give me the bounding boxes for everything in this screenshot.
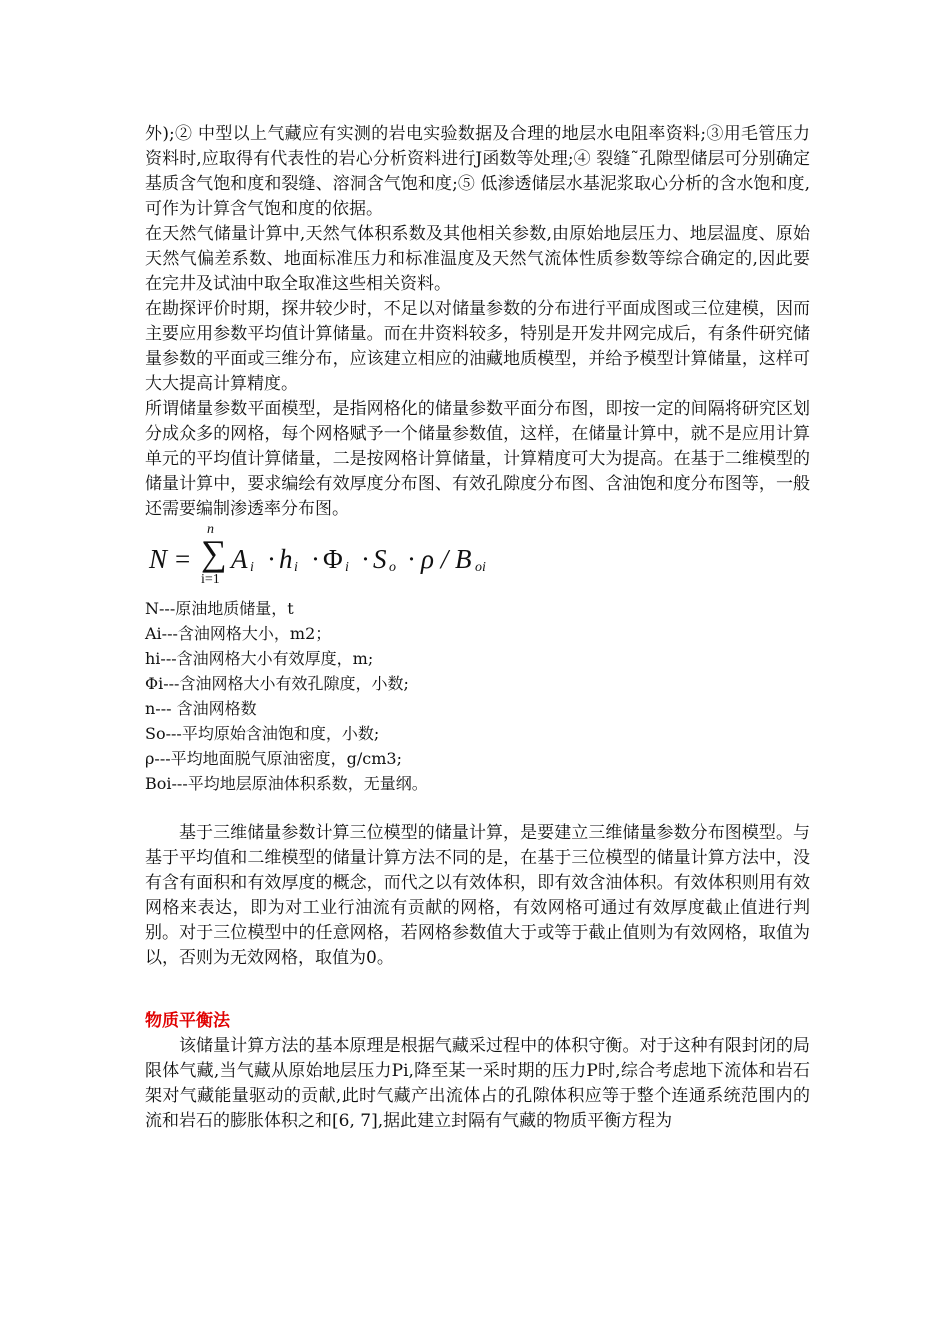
definition-line: Φi---含油网格大小有效孔隙度，小数; <box>145 674 409 693</box>
formula-sigma: ∑ <box>201 533 227 573</box>
paragraph-plane-model: 所谓储量参数平面模型，是指网格化的储量参数平面分布图，即按一定的间隔将研究区划分成众多的网格，每个网格赋予一个储量参数值，这样，在储量计算中，就不是应用计算单元的平均值计算储量，二是按网格计算储量，计算精度可大为提高。在基于二维模型的储量计算中，要求编绘有效厚度分布图、有效孔隙度分布图、含油饱和度分布图等，一般还需要编制渗透率分布图。 <box>145 399 810 519</box>
formula-h: h <box>279 544 293 574</box>
paragraph-gas-parameters: 在天然气储量计算中,天然气体积系数及其他相关参数,由原始地层压力、地层温度、原始天然气偏差系数、地面标准压力和标准温度及天然气流体性质参数等综合确定的,因此要在完井及试油中取全取准这些相关资料。 <box>145 224 810 294</box>
formula-dot-3: · <box>361 544 370 574</box>
reserve-formula <box>145 522 810 592</box>
paragraph-material-balance: 该储量计算方法的基本原理是根据气藏采过程中的体积守衡。对于这种有限封闭的局限体气藏,当气藏从原始地层压力Pi,降至某一采时期的压力P时,综合考虑地下流体和岩石架对气藏能量驱动的贡献,此时气藏产出流体占的孔隙体积应等于整个连通系统范围内的流和岩石的膨胀体积之和[6, 7],据此建立封隔有气藏的物质平衡方程为 <box>145 1036 810 1131</box>
definition-line: hi---含油网格大小有效厚度，m; <box>145 649 374 668</box>
paragraph-3d-model: 基于三维储量参数计算三位模型的储量计算，是要建立三维储量参数分布图模型。与基于平均值和二维模型的储量计算方法不同的是，在基于三位模型的储量计算方法中，没有含有面积和有效厚度的概念，而代之以有效体积，即有效含油体积。有效体积则用有效网格来表达，即为对工业行油流有贡献的网格，有效网格可通过有效厚度截止值进行判别。对于三位模型中的任意网格，若网格参数值大于或等于截止值则为有效网格，取值为以，否则为无效网格，取值为0。 <box>145 823 810 968</box>
definition-line: So---平均原始含油饱和度，小数; <box>145 724 380 743</box>
definition-line: ρ---平均地面脱气原油密度，g/cm3; <box>145 749 402 768</box>
formula-h-sub: i <box>294 560 298 575</box>
formula-b-sub: oi <box>475 560 486 575</box>
formula-dot-4: · <box>407 544 416 574</box>
formula-lower-limit: i=1 <box>201 572 220 587</box>
document-body <box>145 122 810 1134</box>
definition-line: N---原油地质储量，t <box>145 599 294 618</box>
formula-rho-over-b: ρ / B <box>421 544 472 574</box>
formula-phi-sub: i <box>345 560 349 575</box>
paragraph-saturation-notes: 外);② 中型以上气藏应有实测的岩电实验数据及合理的地层水电阻率资料;③用毛管压力资料时,应取得有代表性的岩心分析资料进行J函数等处理;④ 裂缝˜孔隙型储层可分别确定基质含气饱和度和裂缝、溶洞含气饱和度;⑤ 低渗透储层水基泥浆取心分析的含水饱和度,可作为计算含气饱和度的依据。 <box>145 124 810 219</box>
formula-phi: Φ <box>323 544 343 574</box>
paragraph-exploration-stage: 在勘探评价时期，探井较少时，不足以对储量参数的分布进行平面成图或三位建模，因而主要应用参数平均值计算储量。而在井资料较多，特别是开发井网完成后，有条件研究储量参数的平面或三维分布，应该建立相应的油藏地质模型，并给予模型计算储量，这样可大大提高计算精度。 <box>145 299 810 394</box>
formula-s: S <box>373 544 387 574</box>
formula-n: N <box>149 544 168 574</box>
spacer <box>145 971 810 996</box>
formula-dot-1: · <box>267 544 276 574</box>
definition-line: Ai---含油网格大小，m2； <box>145 624 332 643</box>
variable-definitions <box>145 596 810 796</box>
definition-line: Boi---平均地层原油体积系数，无量纲。 <box>145 774 428 793</box>
formula-a-sub: i <box>250 560 254 575</box>
spacer <box>145 796 810 821</box>
formula-upper-limit: n <box>207 522 214 537</box>
formula-dot-2: · <box>311 544 320 574</box>
formula-equals: = <box>175 544 191 574</box>
definition-line: n--- 含油网格数 <box>145 699 257 718</box>
formula-s-sub: o <box>389 560 396 575</box>
formula-a: A <box>231 544 248 574</box>
section-heading-material-balance: 物质平衡法 <box>145 1011 230 1031</box>
